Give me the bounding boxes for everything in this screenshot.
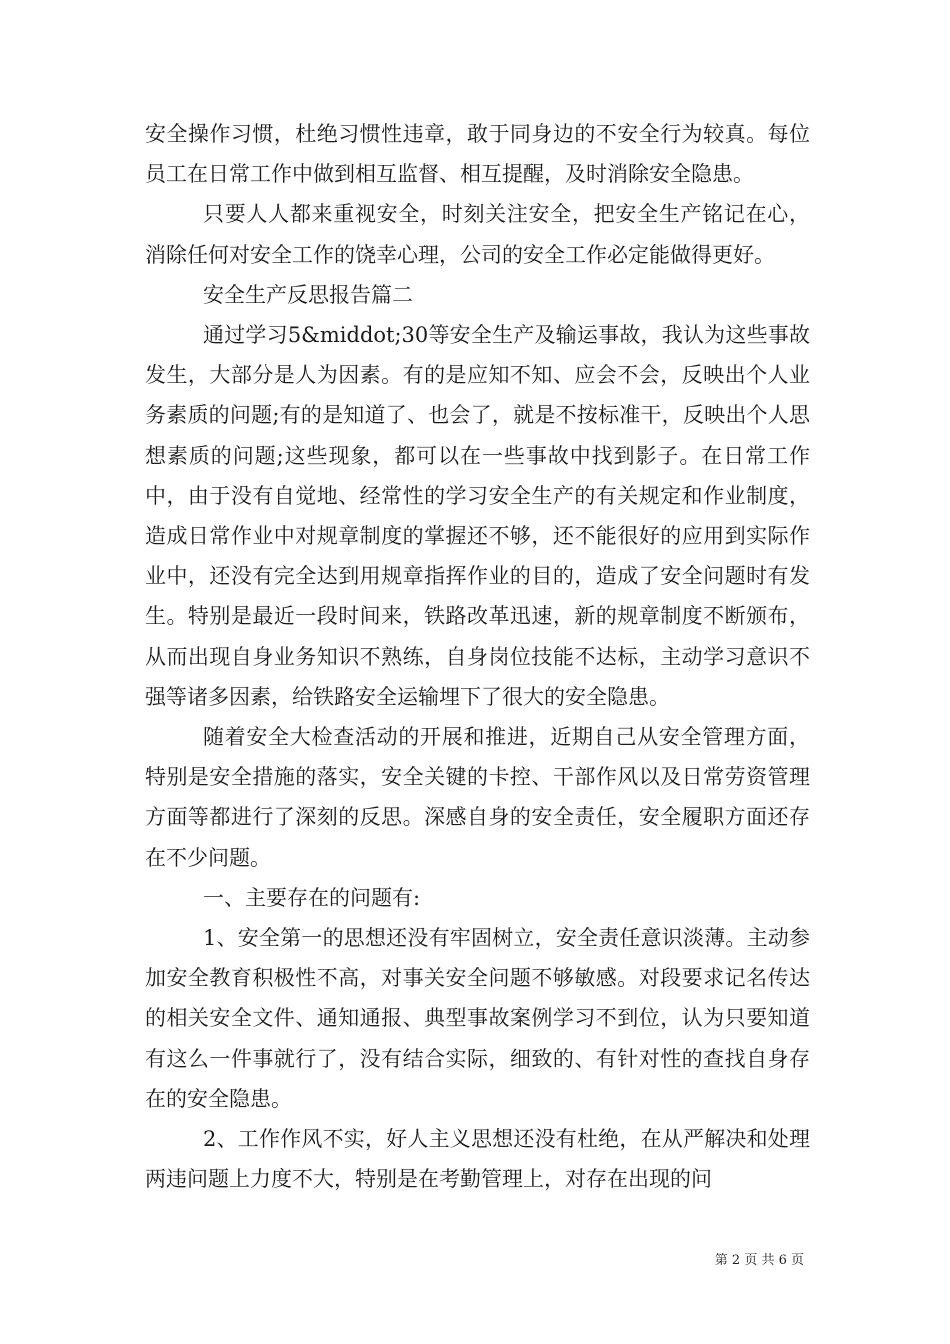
paragraph-5: 1、安全第一的思想还没有牢固树立，安全责任意识淡薄。主动参加安全教育积极性不高，对事关安全问题不够敏感。对段要求记名传达的相关安全文件、通知通报、典型事故案例学习不到位，认为只要知道有这么一件事就行了，没有结合实际，细致的、有针对性的查找自身存在的安全隐患。: [145, 926, 810, 1111]
paragraph-1: 安全操作习惯，杜绝习惯性违章，敢于同身边的不安全行为较真。每位员工在日常工作中做到相互监督、相互提醒，及时消除安全隐患。: [145, 122, 810, 187]
section-heading: 安全生产反思报告篇二: [203, 282, 413, 307]
document-body: [145, 114, 810, 1199]
paragraph-2: 只要人人都来重视安全，时刻关注安全，把安全生产铭记在心，消除任何对安全工作的饶幸心理，公司的安全工作必定能做得更好。: [145, 202, 810, 267]
page-number: 第 2 页 共 6 页: [714, 1253, 804, 1268]
paragraph-6: 2、工作作风不实，好人主义思想还没有杜绝，在从严解决和处理两违问题上力度不大，特别是在考勤管理上，对存在出现的问: [145, 1127, 810, 1192]
subheading-problems: 一、主要存在的问题有:: [203, 885, 421, 910]
paragraph-3: 通过学习5&middot;30等安全生产及输运事故，我认为这些事故发生，大部分是人为因素。有的是应知不知、应会不会，反映出个人业务素质的问题;有的是知道了、也会了，就是不按标准干，反映出个人思想素质的问题;这些现象，都可以在一些事故中找到影子。在日常工作中，由于没有自觉地、经常性的学习安全生产的有关规定和作业制度，造成日常作业中对规章制度的掌握还不够，还不能很好的应用到实际作业中，还没有完全达到用规章指挥作业的目的，造成了安全问题时有发生。特别是最近一段时间来，铁路改革迅速，新的规章制度不断颁布，从而出现自身业务知识不熟练，自身岗位技能不达标，主动学习意识不强等诸多因素，给铁路安全运输埋下了很大的安全隐患。: [145, 323, 810, 709]
paragraph-4: 随着安全大检查活动的开展和推进，近期自己从安全管理方面，特别是安全措施的落实，安全关键的卡控、干部作风以及日常劳资管理方面等都进行了深刻的反思。深感自身的安全责任，安全履职方面还存在不少问题。: [145, 725, 810, 870]
